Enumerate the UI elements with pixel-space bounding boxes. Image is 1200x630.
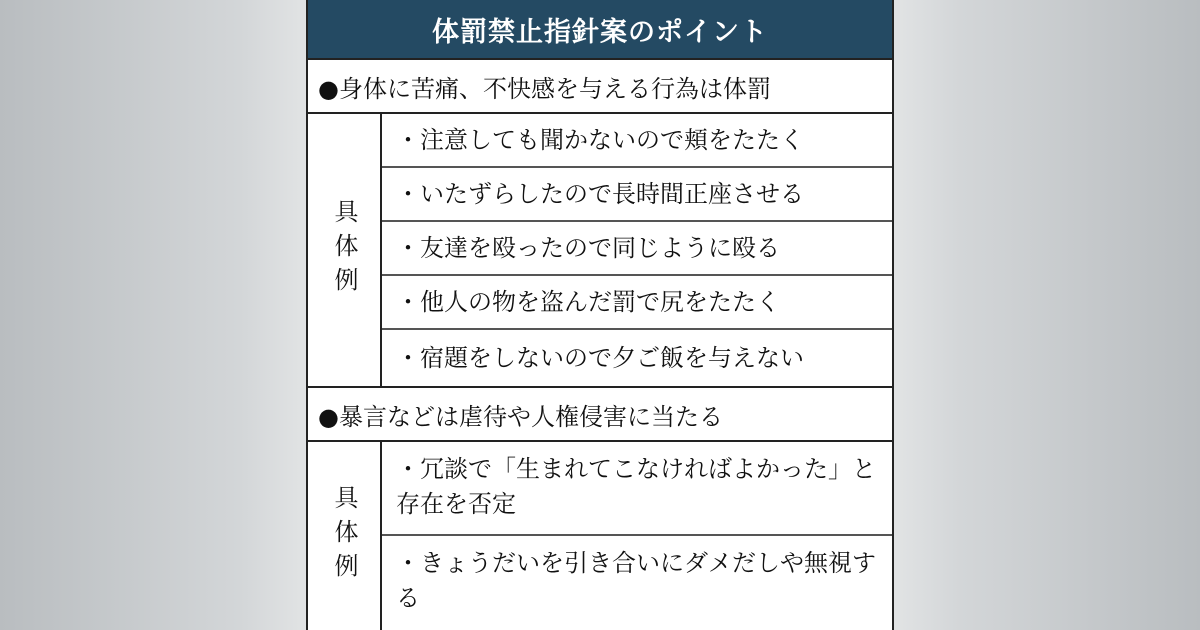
point-heading-2: ●暴言などは虐待や人権侵害に当たる xyxy=(308,388,892,442)
examples-list xyxy=(382,442,892,630)
examples-list xyxy=(382,114,892,386)
example-item: ・いたずらしたので長時間正座させる xyxy=(382,168,892,222)
example-item: ・注意しても聞かないので頬をたたく xyxy=(382,114,892,168)
example-item: ・宿題をしないので夕ご飯を与えない xyxy=(396,343,804,372)
guideline-card xyxy=(306,0,894,630)
examples-label-cell xyxy=(308,442,382,630)
card-title: 体罰禁止指針案のポイント xyxy=(308,0,892,60)
examples-label-cell xyxy=(308,114,382,386)
example-item: ・他人の物を盗んだ罰で尻をたたく xyxy=(382,276,892,330)
examples-block-1 xyxy=(308,114,892,388)
example-item: ・友達を殴ったので同じように殴る xyxy=(382,222,892,276)
example-item: ・きょうだいを引き合いにダメだしや無視する xyxy=(396,549,876,612)
example-item: ・冗談で「生まれてこなければよかった」と存在を否定 xyxy=(382,442,892,536)
examples-label: 具体例 xyxy=(330,485,358,587)
examples-label: 具体例 xyxy=(330,199,358,301)
point-heading-1: ●身体に苦痛、不快感を与える行為は体罰 xyxy=(308,60,892,114)
examples-block-2 xyxy=(308,442,892,630)
